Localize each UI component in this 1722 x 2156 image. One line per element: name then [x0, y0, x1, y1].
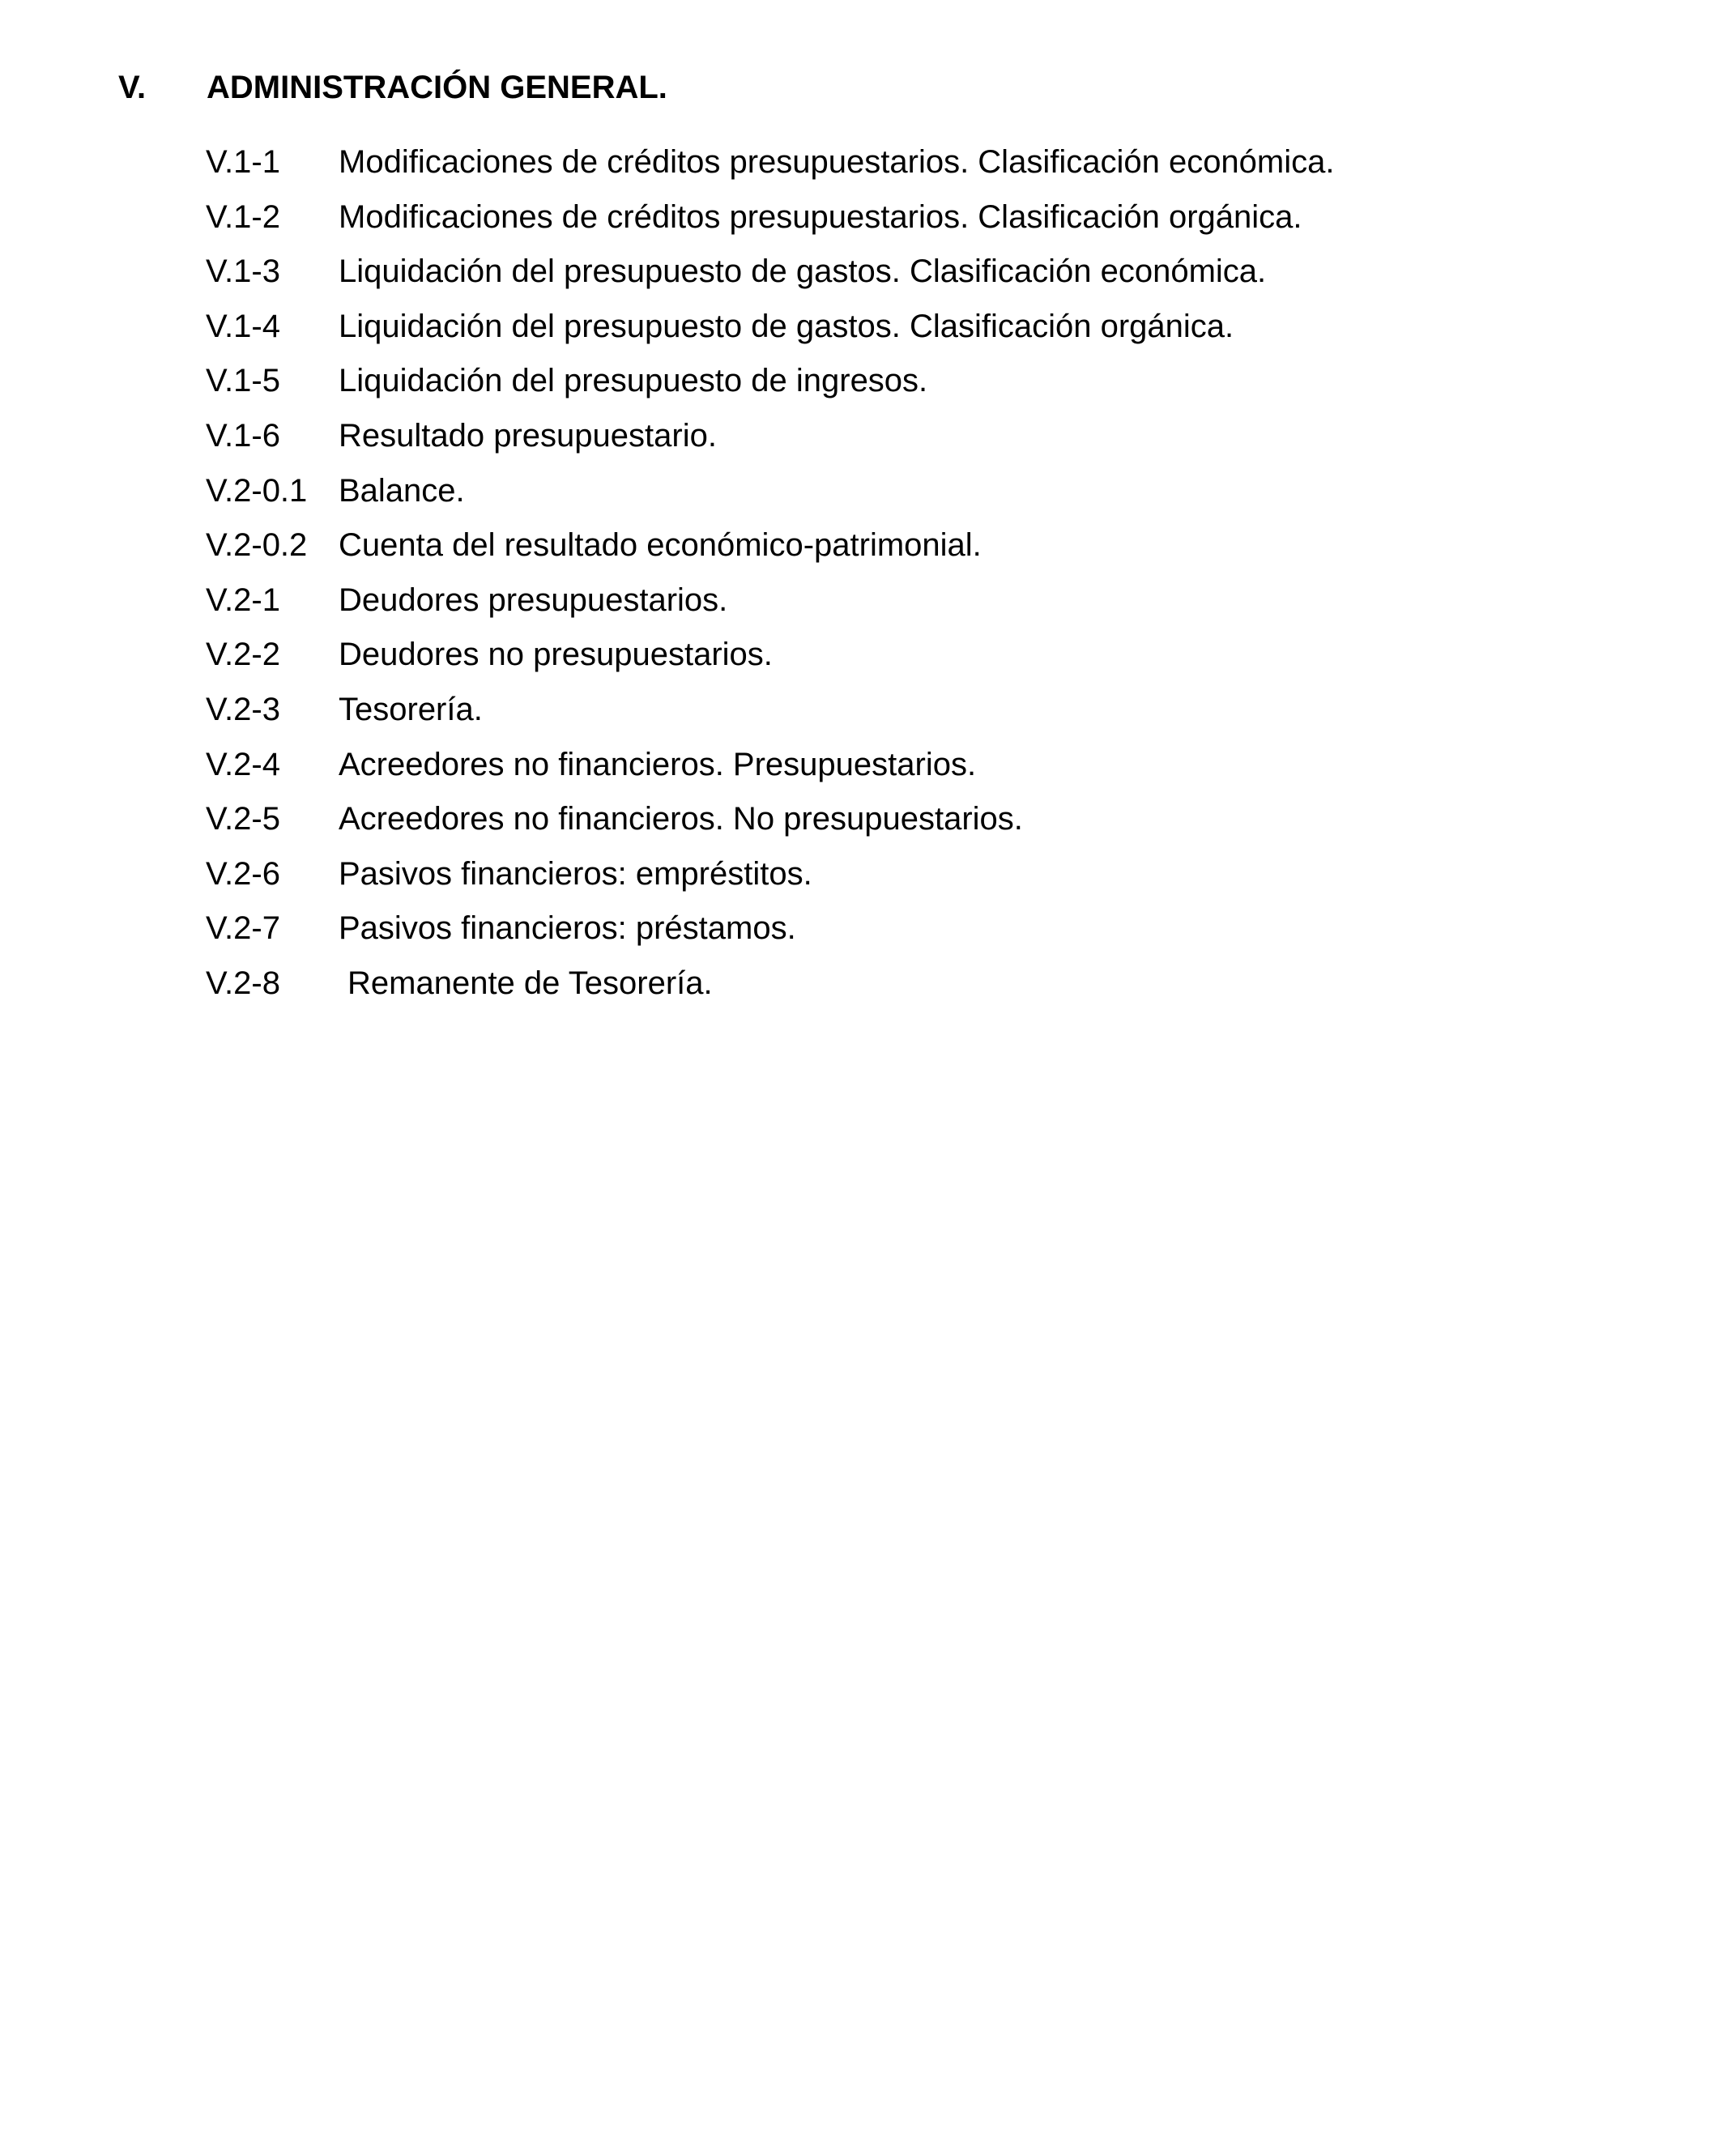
toc-entry [206, 853, 1335, 908]
entry-code: V.2-5 [206, 801, 280, 837]
section-title: ADMINISTRACIÓN GENERAL. [207, 70, 667, 105]
entry-code: V.2-3 [206, 691, 280, 727]
entry-title: Pasivos financieros: empréstitos. [339, 855, 812, 892]
entry-code: V.1-3 [206, 254, 280, 290]
entry-title: Acreedores no financieros. Presupuestarios. [339, 746, 977, 782]
toc-entry [206, 633, 1335, 688]
toc-entry [206, 196, 1335, 251]
entry-title: Liquidación del presupuesto de ingresos. [339, 363, 928, 399]
entry-code: V.2-0.2 [206, 527, 308, 564]
entry-title: Acreedores no financieros. No presupuestarios. [339, 801, 1023, 837]
entry-code: V.2-7 [206, 910, 280, 947]
entry-code: V.2-1 [206, 582, 280, 618]
entry-title: Tesorería. [339, 691, 483, 727]
toc-entry [206, 141, 1335, 196]
entry-title: Modificaciones de créditos presupuestarios. Clasificación orgánica. [339, 198, 1302, 235]
toc-entry [206, 688, 1335, 744]
toc-entry [206, 744, 1335, 799]
toc-entry [206, 250, 1335, 305]
entry-title: Pasivos financieros: préstamos. [339, 910, 796, 947]
toc-entry [206, 798, 1335, 853]
entry-code: V.2-2 [206, 637, 280, 673]
entry-title: Liquidación del presupuesto de gastos. Clasificación económica. [339, 254, 1267, 290]
entry-code: V.2-8 [206, 965, 280, 1001]
entry-code: V.1-2 [206, 198, 280, 235]
entry-title: Remanente de Tesorería. [347, 965, 713, 1001]
entry-title: Cuenta del resultado económico-patrimonial. [339, 527, 982, 564]
toc-entry [206, 470, 1335, 525]
toc-entry [206, 524, 1335, 579]
entry-title: Deudores presupuestarios. [339, 582, 728, 618]
toc-entry [206, 962, 1335, 1017]
entry-title: Deudores no presupuestarios. [339, 637, 773, 673]
entry-title: Modificaciones de créditos presupuestarios. Clasificación económica. [339, 144, 1335, 180]
toc-entry [206, 579, 1335, 634]
entry-title: Resultado presupuestario. [339, 417, 717, 454]
toc-entry [206, 360, 1335, 415]
entry-code: V.2-0.1 [206, 472, 308, 509]
entry-code: V.1-5 [206, 363, 280, 399]
entry-code: V.1-4 [206, 308, 280, 344]
entry-title: Balance. [339, 472, 465, 509]
entry-code: V.1-1 [206, 144, 280, 180]
section-number: V. [118, 70, 147, 105]
entry-code: V.2-4 [206, 746, 280, 782]
table-of-contents [206, 141, 1335, 1017]
section-heading [118, 66, 667, 109]
entry-code: V.2-6 [206, 855, 280, 892]
entry-code: V.1-6 [206, 417, 280, 454]
toc-entry [206, 415, 1335, 470]
entry-title: Liquidación del presupuesto de gastos. Clasificación orgánica. [339, 308, 1234, 344]
toc-entry [206, 305, 1335, 360]
toc-entry [206, 907, 1335, 962]
